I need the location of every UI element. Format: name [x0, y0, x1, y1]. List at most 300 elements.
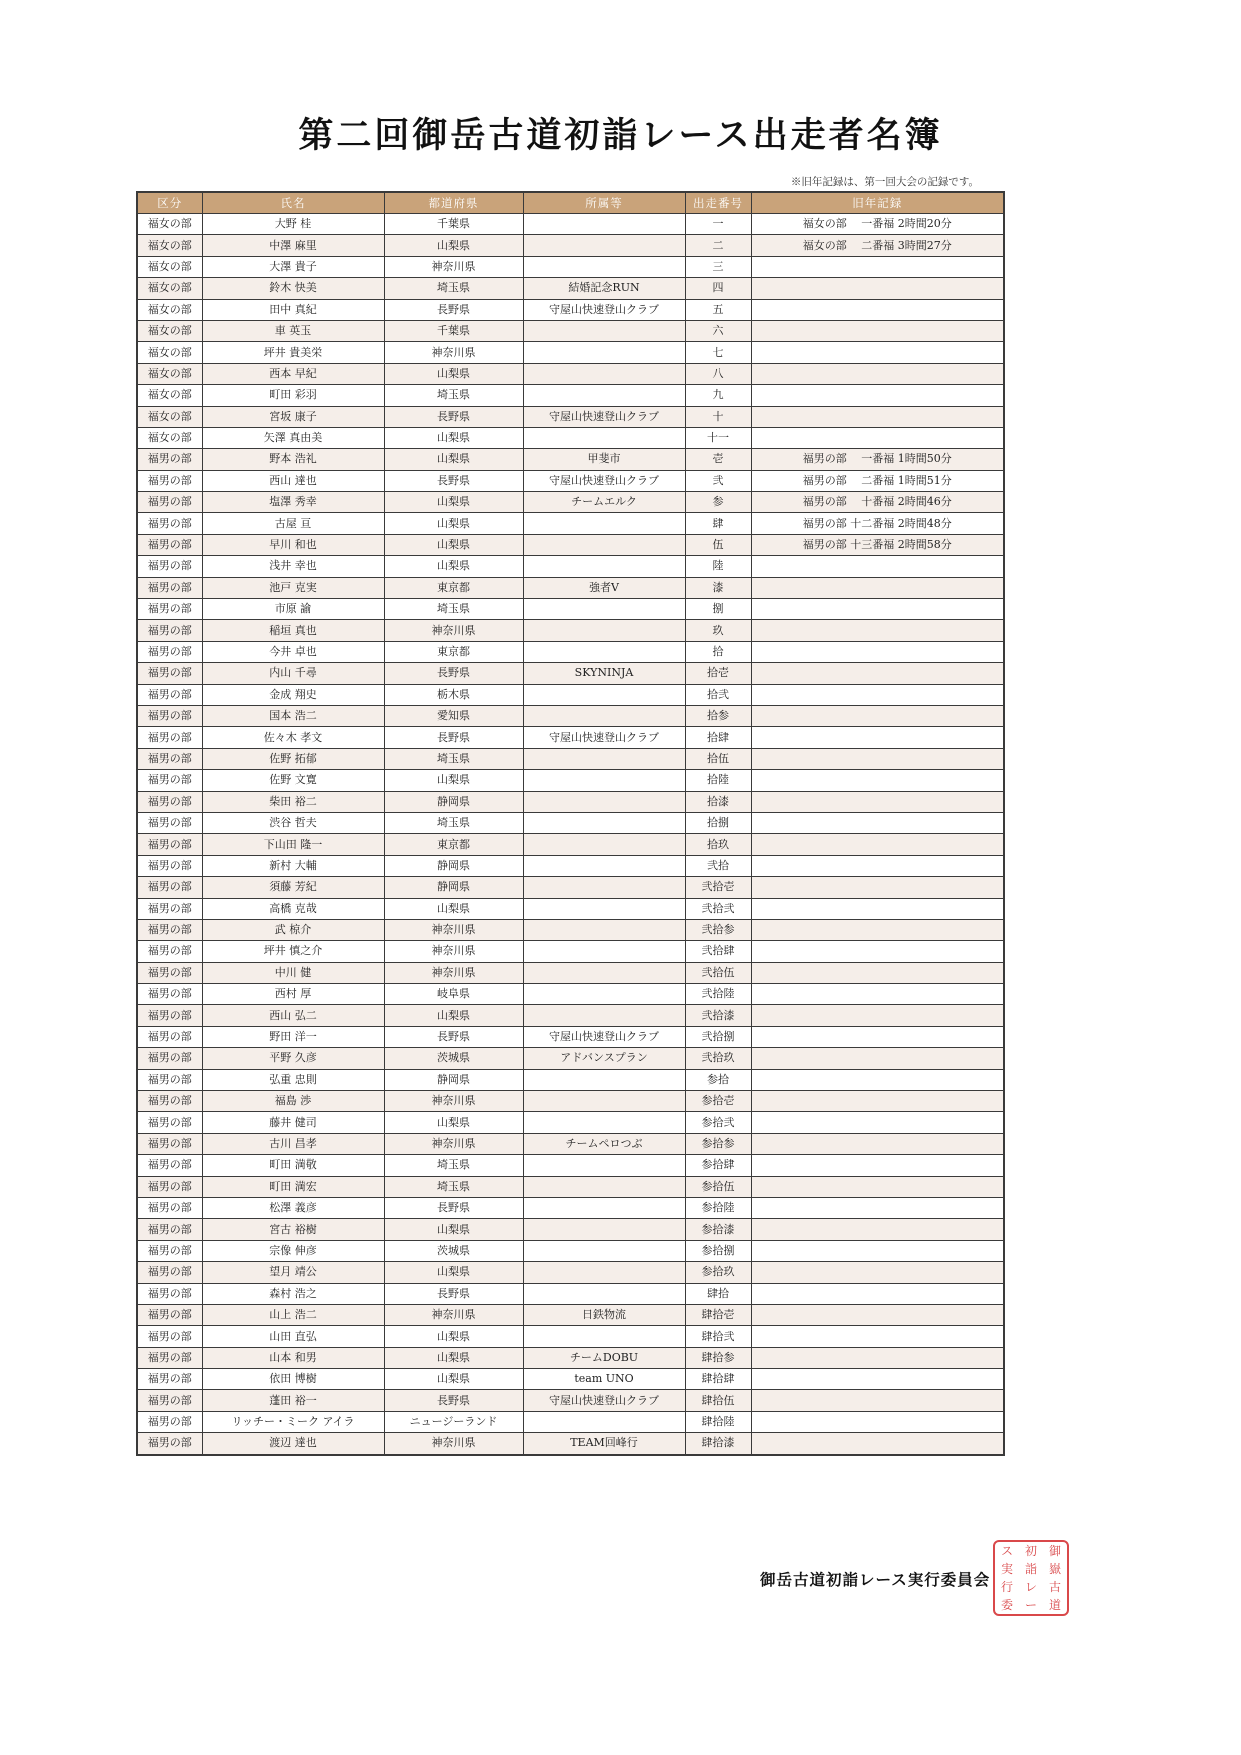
- cell-record: [751, 1347, 1004, 1368]
- cell-number: 十: [685, 406, 751, 427]
- cell-name: 依田 博樹: [202, 1369, 384, 1390]
- cell-name: 佐野 拓郁: [202, 748, 384, 769]
- cell-division: 福男の部: [137, 855, 202, 876]
- table-row: [137, 599, 1004, 620]
- cell-team: [523, 1326, 685, 1347]
- cell-number: 拾弐: [685, 684, 751, 705]
- table-row: [137, 855, 1004, 876]
- cell-number: 肆拾漆: [685, 1433, 751, 1455]
- cell-team: [523, 834, 685, 855]
- seal-glyph: 御: [1048, 1544, 1061, 1558]
- table-row: [137, 363, 1004, 384]
- cell-team: [523, 1219, 685, 1240]
- table-row: [137, 385, 1004, 406]
- cell-name: 内山 千尋: [202, 663, 384, 684]
- cell-record: [751, 256, 1004, 277]
- cell-number: 拾肆: [685, 727, 751, 748]
- cell-team: [523, 427, 685, 448]
- cell-division: 福男の部: [137, 1133, 202, 1154]
- cell-division: 福男の部: [137, 1347, 202, 1368]
- table-row: [137, 492, 1004, 513]
- table-row: [137, 470, 1004, 491]
- cell-team: [523, 962, 685, 983]
- seal-glyph: レ: [1024, 1580, 1037, 1594]
- cell-division: 福男の部: [137, 1262, 202, 1283]
- cell-number: 参拾伍: [685, 1176, 751, 1197]
- cell-team: 守屋山快速登山クラブ: [523, 299, 685, 320]
- table-row: [137, 214, 1004, 235]
- cell-name: 池戸 克実: [202, 577, 384, 598]
- table-row: [137, 1005, 1004, 1026]
- cell-division: 福男の部: [137, 1069, 202, 1090]
- cell-prefecture: 長野県: [384, 1197, 523, 1218]
- cell-division: 福男の部: [137, 1219, 202, 1240]
- cell-prefecture: 栃木県: [384, 684, 523, 705]
- table-row: [137, 1219, 1004, 1240]
- cell-team: [523, 1283, 685, 1304]
- cell-record: [751, 748, 1004, 769]
- header-prefecture: 都道府県: [384, 192, 523, 214]
- cell-team: [523, 599, 685, 620]
- cell-prefecture: 長野県: [384, 1390, 523, 1411]
- cell-number: 一: [685, 214, 751, 235]
- table-row: [137, 1262, 1004, 1283]
- cell-division: 福男の部: [137, 1197, 202, 1218]
- cell-record: [751, 620, 1004, 641]
- cell-division: 福男の部: [137, 534, 202, 555]
- cell-record: [751, 1262, 1004, 1283]
- cell-number: 参拾肆: [685, 1155, 751, 1176]
- cell-record: [751, 1240, 1004, 1261]
- table-row: [137, 1304, 1004, 1325]
- cell-team: [523, 513, 685, 534]
- cell-prefecture: 山梨県: [384, 1005, 523, 1026]
- cell-record: [751, 406, 1004, 427]
- cell-name: 藤井 健司: [202, 1112, 384, 1133]
- cell-record: [751, 1390, 1004, 1411]
- header-record: 旧年記録: [751, 192, 1004, 214]
- cell-team: SKYNINJA: [523, 663, 685, 684]
- cell-prefecture: 山梨県: [384, 1112, 523, 1133]
- cell-record: [751, 599, 1004, 620]
- cell-number: 弐拾漆: [685, 1005, 751, 1026]
- cell-name: 渡辺 達也: [202, 1433, 384, 1455]
- cell-number: 肆拾陸: [685, 1411, 751, 1432]
- cell-number: 参拾: [685, 1069, 751, 1090]
- cell-prefecture: 東京都: [384, 834, 523, 855]
- cell-record: 福男の部 十番福 2時間46分: [751, 492, 1004, 513]
- table-row: [137, 342, 1004, 363]
- cell-record: [751, 1176, 1004, 1197]
- cell-team: [523, 385, 685, 406]
- cell-team: [523, 748, 685, 769]
- table-row: [137, 299, 1004, 320]
- cell-number: 弐拾伍: [685, 962, 751, 983]
- cell-division: 福女の部: [137, 299, 202, 320]
- cell-record: [751, 278, 1004, 299]
- cell-record: 福男の部 十三番福 2時間58分: [751, 534, 1004, 555]
- cell-team: [523, 1411, 685, 1432]
- cell-record: [751, 984, 1004, 1005]
- cell-division: 福男の部: [137, 1390, 202, 1411]
- table-row: [137, 1369, 1004, 1390]
- cell-prefecture: 神奈川県: [384, 1433, 523, 1455]
- cell-record: [751, 941, 1004, 962]
- table-row: [137, 941, 1004, 962]
- cell-record: [751, 1326, 1004, 1347]
- header-number: 出走番号: [685, 192, 751, 214]
- cell-name: 山上 浩二: [202, 1304, 384, 1325]
- cell-prefecture: 埼玉県: [384, 599, 523, 620]
- cell-number: 弐拾肆: [685, 941, 751, 962]
- cell-name: 古屋 亘: [202, 513, 384, 534]
- cell-prefecture: 神奈川県: [384, 962, 523, 983]
- cell-number: 弐: [685, 470, 751, 491]
- cell-record: [751, 363, 1004, 384]
- table-row: [137, 898, 1004, 919]
- cell-record: [751, 812, 1004, 833]
- cell-division: 福男の部: [137, 919, 202, 940]
- cell-name: 山本 和男: [202, 1347, 384, 1368]
- cell-name: 柴田 裕二: [202, 791, 384, 812]
- cell-record: [751, 1048, 1004, 1069]
- cell-team: [523, 342, 685, 363]
- cell-name: 大野 桂: [202, 214, 384, 235]
- cell-name: 稲垣 真也: [202, 620, 384, 641]
- table-row: [137, 1155, 1004, 1176]
- cell-division: 福男の部: [137, 984, 202, 1005]
- cell-record: [751, 791, 1004, 812]
- cell-prefecture: 愛知県: [384, 705, 523, 726]
- cell-division: 福男の部: [137, 577, 202, 598]
- cell-division: 福男の部: [137, 513, 202, 534]
- cell-name: 坪井 慎之介: [202, 941, 384, 962]
- cell-name: 町田 満敬: [202, 1155, 384, 1176]
- cell-division: 福男の部: [137, 1176, 202, 1197]
- cell-division: 福男の部: [137, 1304, 202, 1325]
- cell-number: 肆拾肆: [685, 1369, 751, 1390]
- cell-record: [751, 1433, 1004, 1455]
- cell-name: 町田 満宏: [202, 1176, 384, 1197]
- cell-name: 武 椋介: [202, 919, 384, 940]
- cell-team: TEAM回峰行: [523, 1433, 685, 1455]
- table-row: [137, 1091, 1004, 1112]
- cell-prefecture: 山梨県: [384, 363, 523, 384]
- cell-name: 弘重 忠則: [202, 1069, 384, 1090]
- cell-record: 福男の部 十二番福 2時間48分: [751, 513, 1004, 534]
- cell-prefecture: 東京都: [384, 641, 523, 662]
- cell-record: [751, 1369, 1004, 1390]
- cell-prefecture: 岐阜県: [384, 984, 523, 1005]
- cell-prefecture: 長野県: [384, 299, 523, 320]
- page-title: 第二回御岳古道初詣レース出走者名簿: [298, 115, 943, 156]
- cell-name: 早川 和也: [202, 534, 384, 555]
- cell-prefecture: 神奈川県: [384, 919, 523, 940]
- table-row: [137, 727, 1004, 748]
- cell-name: 蓬田 裕一: [202, 1390, 384, 1411]
- cell-number: 五: [685, 299, 751, 320]
- cell-number: 玖: [685, 620, 751, 641]
- cell-prefecture: 神奈川県: [384, 941, 523, 962]
- cell-number: 弐拾: [685, 855, 751, 876]
- cell-record: [751, 320, 1004, 341]
- cell-division: 福男の部: [137, 1240, 202, 1261]
- cell-name: 中澤 麻里: [202, 235, 384, 256]
- table-row: [137, 962, 1004, 983]
- cell-division: 福男の部: [137, 1326, 202, 1347]
- cell-name: 金成 翔史: [202, 684, 384, 705]
- cell-team: team UNO: [523, 1369, 685, 1390]
- seal-glyph: 古: [1048, 1580, 1061, 1594]
- cell-team: [523, 770, 685, 791]
- cell-name: 須藤 芳紀: [202, 877, 384, 898]
- cell-team: [523, 1197, 685, 1218]
- table-row: [137, 770, 1004, 791]
- cell-team: [523, 1155, 685, 1176]
- cell-team: [523, 1176, 685, 1197]
- cell-prefecture: 静岡県: [384, 877, 523, 898]
- cell-record: [751, 855, 1004, 876]
- cell-number: 拾漆: [685, 791, 751, 812]
- cell-team: [523, 363, 685, 384]
- header-division: 区分: [137, 192, 202, 214]
- cell-record: [751, 1112, 1004, 1133]
- cell-name: 野田 洋一: [202, 1026, 384, 1047]
- cell-team: [523, 791, 685, 812]
- seal-glyph: ー: [1024, 1598, 1037, 1612]
- cell-name: 宗像 伸彦: [202, 1240, 384, 1261]
- table-row: [137, 1026, 1004, 1047]
- table-row: [137, 663, 1004, 684]
- table-row: [137, 791, 1004, 812]
- cell-name: 新村 大輔: [202, 855, 384, 876]
- cell-division: 福男の部: [137, 1369, 202, 1390]
- cell-division: 福女の部: [137, 342, 202, 363]
- table-row: [137, 877, 1004, 898]
- table-row: [137, 1433, 1004, 1455]
- cell-number: 参拾壱: [685, 1091, 751, 1112]
- cell-team: [523, 684, 685, 705]
- cell-team: 強者V: [523, 577, 685, 598]
- cell-prefecture: 埼玉県: [384, 1176, 523, 1197]
- table-row: [137, 984, 1004, 1005]
- table-row: [137, 320, 1004, 341]
- cell-record: [751, 919, 1004, 940]
- cell-record: [751, 1091, 1004, 1112]
- cell-number: 拾玖: [685, 834, 751, 855]
- cell-name: 車 英玉: [202, 320, 384, 341]
- cell-team: [523, 620, 685, 641]
- table-row: [137, 748, 1004, 769]
- cell-name: 高橋 克哉: [202, 898, 384, 919]
- cell-prefecture: 埼玉県: [384, 278, 523, 299]
- cell-division: 福男の部: [137, 620, 202, 641]
- cell-number: 参拾陸: [685, 1197, 751, 1218]
- seal-glyph: 委: [1000, 1598, 1013, 1612]
- cell-number: 四: [685, 278, 751, 299]
- cell-team: 守屋山快速登山クラブ: [523, 406, 685, 427]
- cell-prefecture: 神奈川県: [384, 1133, 523, 1154]
- cell-name: 渋谷 哲夫: [202, 812, 384, 833]
- seal-glyph: 実: [1000, 1562, 1013, 1576]
- cell-record: [751, 1155, 1004, 1176]
- cell-number: 拾捌: [685, 812, 751, 833]
- cell-number: 肆拾弐: [685, 1326, 751, 1347]
- cell-number: 弐拾参: [685, 919, 751, 940]
- cell-name: 中川 健: [202, 962, 384, 983]
- cell-prefecture: 長野県: [384, 1026, 523, 1047]
- cell-prefecture: 山梨県: [384, 770, 523, 791]
- cell-number: 参拾玖: [685, 1262, 751, 1283]
- cell-prefecture: 山梨県: [384, 235, 523, 256]
- cell-team: [523, 812, 685, 833]
- cell-division: 福男の部: [137, 1026, 202, 1047]
- cell-division: 福男の部: [137, 1283, 202, 1304]
- cell-name: 矢澤 真由美: [202, 427, 384, 448]
- cell-team: [523, 1262, 685, 1283]
- cell-prefecture: 神奈川県: [384, 620, 523, 641]
- cell-division: 福男の部: [137, 770, 202, 791]
- cell-name: 古川 昌孝: [202, 1133, 384, 1154]
- cell-prefecture: 静岡県: [384, 791, 523, 812]
- cell-prefecture: 埼玉県: [384, 385, 523, 406]
- cell-prefecture: 静岡県: [384, 1069, 523, 1090]
- cell-record: [751, 1133, 1004, 1154]
- cell-name: 西本 早紀: [202, 363, 384, 384]
- cell-prefecture: 山梨県: [384, 898, 523, 919]
- cell-team: 日鉄物流: [523, 1304, 685, 1325]
- cell-record: [751, 962, 1004, 983]
- cell-team: [523, 1091, 685, 1112]
- cell-record: [751, 705, 1004, 726]
- table-row: [137, 641, 1004, 662]
- cell-name: 国本 浩二: [202, 705, 384, 726]
- table-row: [137, 1347, 1004, 1368]
- cell-prefecture: 千葉県: [384, 214, 523, 235]
- cell-team: [523, 1240, 685, 1261]
- cell-record: [751, 1005, 1004, 1026]
- cell-number: 拾陸: [685, 770, 751, 791]
- cell-number: 伍: [685, 534, 751, 555]
- cell-prefecture: 長野県: [384, 727, 523, 748]
- cell-division: 福女の部: [137, 214, 202, 235]
- cell-name: 下山田 隆一: [202, 834, 384, 855]
- cell-team: 甲斐市: [523, 449, 685, 470]
- cell-record: [751, 877, 1004, 898]
- cell-number: 陸: [685, 556, 751, 577]
- cell-number: 拾参: [685, 705, 751, 726]
- table-row: [137, 1326, 1004, 1347]
- cell-number: 九: [685, 385, 751, 406]
- table-row: [137, 406, 1004, 427]
- table-row: [137, 256, 1004, 277]
- cell-name: 平野 久彦: [202, 1048, 384, 1069]
- cell-team: [523, 855, 685, 876]
- header-name: 氏名: [202, 192, 384, 214]
- table-row: [137, 1411, 1004, 1432]
- cell-record: [751, 663, 1004, 684]
- cell-number: 捌: [685, 599, 751, 620]
- cell-number: 拾壱: [685, 663, 751, 684]
- cell-team: [523, 898, 685, 919]
- cell-prefecture: ニュージーランド: [384, 1411, 523, 1432]
- cell-division: 福女の部: [137, 406, 202, 427]
- cell-name: 坪井 貴美栄: [202, 342, 384, 363]
- cell-record: 福男の部 二番福 1時間51分: [751, 470, 1004, 491]
- cell-number: 漆: [685, 577, 751, 598]
- seal-glyph: 嶽: [1048, 1562, 1061, 1576]
- cell-team: [523, 235, 685, 256]
- cell-team: チームエルク: [523, 492, 685, 513]
- cell-division: 福男の部: [137, 834, 202, 855]
- cell-name: 大澤 貴子: [202, 256, 384, 277]
- cell-record: [751, 1283, 1004, 1304]
- cell-team: [523, 705, 685, 726]
- table-row: [137, 534, 1004, 555]
- cell-number: 弐拾弐: [685, 898, 751, 919]
- cell-team: アドバンスプラン: [523, 1048, 685, 1069]
- cell-division: 福男の部: [137, 449, 202, 470]
- cell-number: 肆拾壱: [685, 1304, 751, 1325]
- cell-division: 福男の部: [137, 727, 202, 748]
- cell-number: 七: [685, 342, 751, 363]
- cell-division: 福男の部: [137, 1091, 202, 1112]
- cell-division: 福男の部: [137, 1411, 202, 1432]
- table-row: [137, 812, 1004, 833]
- cell-number: 参: [685, 492, 751, 513]
- cell-record: [751, 770, 1004, 791]
- table-row: [137, 834, 1004, 855]
- cell-team: [523, 984, 685, 1005]
- table-header-row: [137, 192, 1004, 214]
- cell-prefecture: 茨城県: [384, 1240, 523, 1261]
- cell-division: 福男の部: [137, 748, 202, 769]
- cell-record: [751, 1304, 1004, 1325]
- cell-number: 参拾参: [685, 1133, 751, 1154]
- cell-record: [751, 641, 1004, 662]
- table-row: [137, 235, 1004, 256]
- cell-division: 福男の部: [137, 1048, 202, 1069]
- cell-record: [751, 556, 1004, 577]
- cell-number: 肆拾参: [685, 1347, 751, 1368]
- table-row: [137, 449, 1004, 470]
- cell-record: [751, 898, 1004, 919]
- cell-record: 福女の部 二番福 3時間27分: [751, 235, 1004, 256]
- official-seal-stamp: [993, 1540, 1069, 1616]
- cell-record: [751, 299, 1004, 320]
- table-row: [137, 620, 1004, 641]
- cell-name: 町田 彩羽: [202, 385, 384, 406]
- cell-prefecture: 長野県: [384, 406, 523, 427]
- cell-team: 守屋山快速登山クラブ: [523, 727, 685, 748]
- cell-division: 福女の部: [137, 385, 202, 406]
- cell-name: 鈴木 快美: [202, 278, 384, 299]
- cell-team: 守屋山快速登山クラブ: [523, 1026, 685, 1047]
- cell-number: 肆拾: [685, 1283, 751, 1304]
- cell-prefecture: 山梨県: [384, 556, 523, 577]
- cell-record: 福女の部 一番福 2時間20分: [751, 214, 1004, 235]
- cell-number: 弐拾壱: [685, 877, 751, 898]
- cell-record: [751, 577, 1004, 598]
- cell-prefecture: 神奈川県: [384, 1304, 523, 1325]
- cell-number: 参拾捌: [685, 1240, 751, 1261]
- cell-team: [523, 919, 685, 940]
- cell-name: 山田 直弘: [202, 1326, 384, 1347]
- seal-glyph: 初: [1024, 1544, 1037, 1558]
- table-row: [137, 1390, 1004, 1411]
- cell-division: 福男の部: [137, 898, 202, 919]
- seal-glyph: 行: [1000, 1580, 1013, 1594]
